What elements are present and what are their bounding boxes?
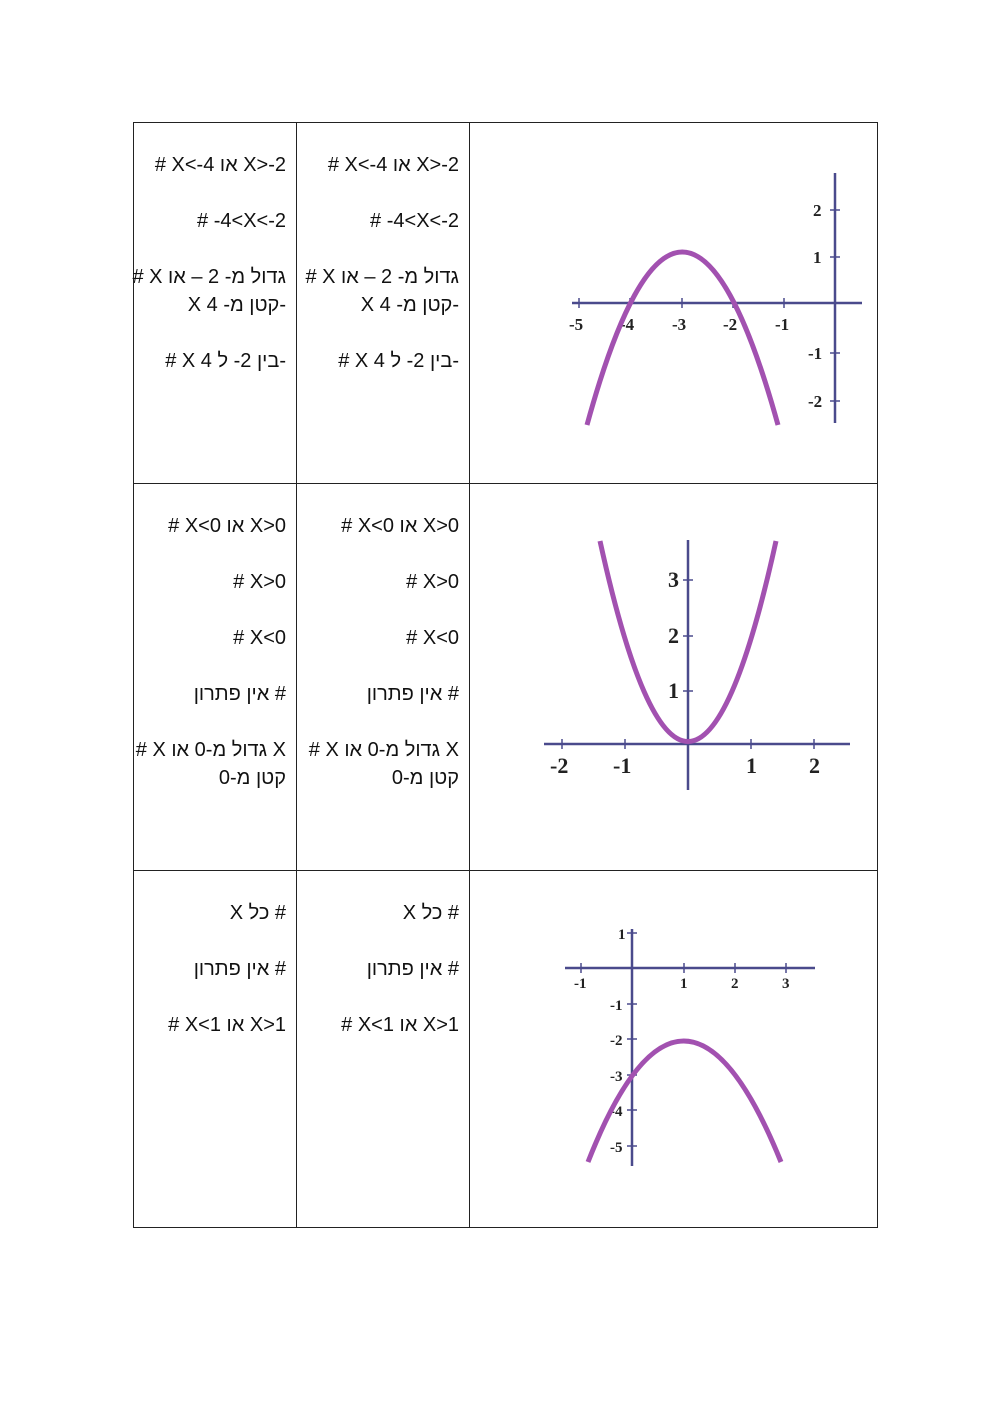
- option-5[interactable]: # X גדול מ-0 או X קטן מ-0: [135, 739, 286, 789]
- row-1: [134, 123, 877, 484]
- option-4[interactable]: # X בין 2- ל 4-: [338, 350, 459, 372]
- y-tick-label: -2: [808, 392, 823, 411]
- option-3[interactable]: # X גדול מ- 2 – או X קטן מ- 4-: [305, 266, 459, 316]
- option-1[interactable]: # כל X: [229, 902, 286, 924]
- y-tick-label: -5: [610, 1140, 623, 1156]
- options-column-left: [134, 484, 297, 870]
- option-3[interactable]: # X<0: [406, 627, 459, 649]
- option-1[interactable]: # כל X: [402, 902, 459, 924]
- option-2[interactable]: # X>0: [233, 571, 286, 593]
- x-tick-label: -5: [569, 315, 584, 334]
- x-tick-label: -2: [550, 753, 569, 778]
- y-tick-label: -2: [610, 1033, 623, 1049]
- option-1[interactable]: # X<0 או X>0: [168, 515, 286, 537]
- parabola-graph-3: [470, 871, 877, 1227]
- option-3[interactable]: # X<1 או X>1: [168, 1014, 286, 1036]
- y-tick-label: -3: [610, 1069, 623, 1085]
- x-tick-label: -4: [620, 315, 635, 334]
- x-tick-label: -1: [574, 976, 587, 992]
- option-2[interactable]: # -4<X<-2: [197, 210, 286, 232]
- y-tick-label: -1: [610, 998, 623, 1014]
- x-tick-label: 1: [680, 976, 688, 992]
- y-tick-label: 1: [813, 248, 822, 267]
- y-tick-label: 2: [813, 201, 822, 220]
- option-2[interactable]: # X>0: [406, 571, 459, 593]
- graph-cell: [470, 871, 877, 1227]
- option-4[interactable]: # אין פתרון: [366, 683, 459, 705]
- y-tick-label: 1: [618, 927, 626, 943]
- x-tick-label: 2: [809, 753, 820, 778]
- options-column-right: [297, 484, 470, 870]
- options-column-right: [297, 871, 470, 1227]
- y-tick-label: -4: [610, 1104, 623, 1120]
- parabola-graph-1: [470, 123, 877, 484]
- row-2: [134, 484, 877, 871]
- options-column-left: [134, 123, 297, 483]
- x-tick-label: 3: [782, 976, 790, 992]
- y-tick-label: 1: [668, 678, 679, 703]
- options-column-left: [134, 871, 297, 1227]
- x-tick-label: 1: [746, 753, 757, 778]
- option-3[interactable]: # X גדול מ- 2 – או X קטן מ- 4-: [132, 266, 286, 316]
- option-2[interactable]: # -4<X<-2: [370, 210, 459, 232]
- y-tick-label: -1: [808, 344, 823, 363]
- option-4[interactable]: # אין פתרון: [193, 683, 286, 705]
- x-tick-label: -2: [723, 315, 738, 334]
- option-1[interactable]: # X<0 או X>0: [341, 515, 459, 537]
- x-tick-label: -3: [672, 315, 687, 334]
- x-tick-label: -1: [775, 315, 790, 334]
- option-1[interactable]: # X<-4 או X>-2: [154, 154, 286, 176]
- option-3[interactable]: # X<0: [233, 627, 286, 649]
- option-4[interactable]: # X בין 2- ל 4-: [165, 350, 286, 372]
- parabola-graph-2: [470, 484, 877, 871]
- y-tick-label: 3: [668, 567, 679, 592]
- y-tick-label: 2: [668, 623, 679, 648]
- option-2[interactable]: # אין פתרון: [366, 958, 459, 980]
- option-1[interactable]: # X<-4 או X>-2: [327, 154, 459, 176]
- x-tick-label: -1: [613, 753, 632, 778]
- x-tick-label: 2: [731, 976, 739, 992]
- worksheet-table: [133, 122, 878, 1228]
- option-2[interactable]: # אין פתרון: [193, 958, 286, 980]
- graph-cell: [470, 484, 877, 870]
- option-5[interactable]: # X גדול מ-0 או X קטן מ-0: [308, 739, 459, 789]
- option-3[interactable]: # X<1 או X>1: [341, 1014, 459, 1036]
- parabola-curve: [587, 252, 778, 425]
- row-3: [134, 871, 877, 1227]
- graph-cell: [470, 123, 877, 483]
- options-column-right: [297, 123, 470, 483]
